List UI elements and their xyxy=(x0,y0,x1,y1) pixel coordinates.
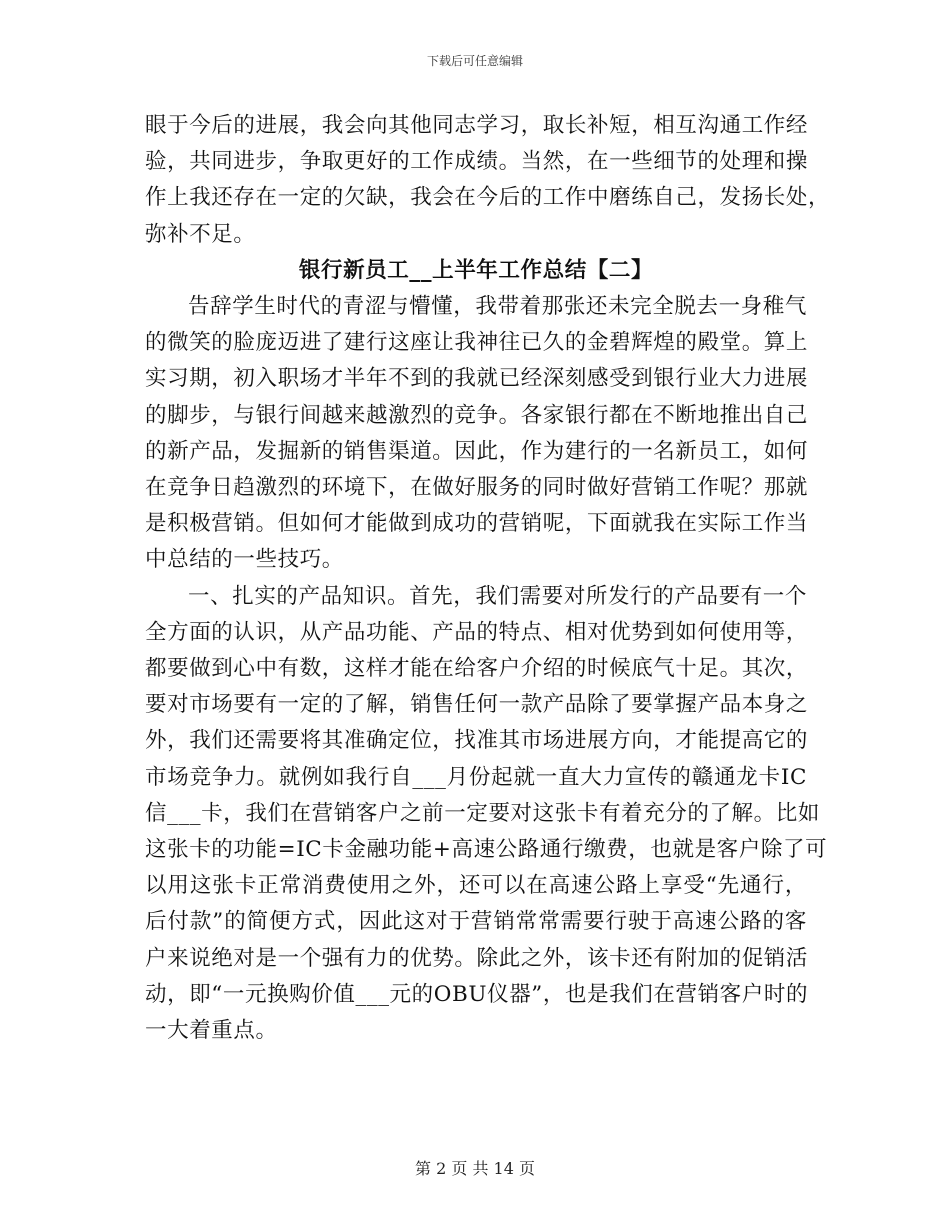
text-line: 一、扎实的产品知识。首先，我们需要对所发行的产品要有一个 xyxy=(188,583,807,609)
text-line: 户来说绝对是一个强有力的优势。除此之外，该卡还有附加的促销活 xyxy=(145,945,809,971)
text-line: 动，即“一元换购价值___元的OBU仪器”，也是我们在营销客户时的 xyxy=(145,981,809,1007)
text-line: 眼于今后的进展，我会向其他同志学习，取长补短，相互沟通工作经 xyxy=(145,113,809,138)
paragraph-continuation xyxy=(145,108,831,253)
text-line: 验，共同进步，争取更好的工作成绩。当然，在一些细节的处理和操 xyxy=(145,149,809,175)
text-line: 的新产品，发掘新的销售渠道。因此，作为建行的一名新员工，如何 xyxy=(145,438,809,464)
text-line: 告辞学生时代的青涩与懵懂，我带着那张还未完全脱去一身稚气 xyxy=(188,294,807,320)
text-line: 以用这张卡正常消费使用之外，还可以在高速公路上享受“先通行， xyxy=(145,873,807,899)
text-line: 市场竞争力。就例如我行自___月份起就一直大力宣传的赣通龙卡IC xyxy=(145,764,807,790)
page-footer: 第 2 页 共 14 页 xyxy=(415,1159,535,1178)
text-line: 弥补不足。 xyxy=(145,221,256,247)
text-line: 外，我们还需要将其准确定位，找准其市场进展方向，才能提高它的 xyxy=(145,728,809,754)
document-body xyxy=(145,108,831,1049)
text-line: 都要做到心中有数，这样才能在给客户介绍的时候底气十足。其次， xyxy=(145,656,809,682)
text-line: 一大着重点。 xyxy=(145,1018,278,1044)
text-line: 是积极营销。但如何才能做到成功的营销呢，下面就我在实际工作当 xyxy=(145,511,809,537)
paragraph-product-knowledge xyxy=(145,579,828,1050)
text-line: 的脚步，与银行间越来越激烈的竞争。各家银行都在不断地推出自己 xyxy=(145,402,809,428)
section-title: 银行新员工__上半年工作总结【二】 xyxy=(298,257,654,283)
text-line: 作上我还存在一定的欠缺，我会在今后的工作中磨练自己，发扬长处， xyxy=(145,185,831,211)
text-line: 的微笑的脸庞迈进了建行这座让我神往已久的金碧辉煌的殿堂。算上 xyxy=(145,330,809,356)
text-line: 中总结的一些技巧。 xyxy=(145,547,344,573)
paragraph-intro xyxy=(145,289,807,579)
text-line: 信___卡，我们在营销客户之前一定要对这张卡有着充分的了解。比如 xyxy=(145,800,820,826)
page-header: 下载后可任意编辑 xyxy=(426,54,523,68)
text-line: 这张卡的功能=IC卡金融功能+高速公路通行缴费，也就是客户除了可 xyxy=(145,837,828,863)
text-line: 要对市场要有一定的了解，销售任何一款产品除了要掌握产品本身之 xyxy=(145,692,809,718)
text-line: 后付款”的简便方式，因此这对于营销常常需要行驶于高速公路的客 xyxy=(145,909,807,935)
text-line: 实习期，初入职场才半年不到的我就已经深刻感受到银行业大力进展 xyxy=(145,366,809,392)
text-line: 在竞争日趋激烈的环境下，在做好服务的同时做好营销工作呢？那就 xyxy=(145,475,809,501)
text-line: 全方面的认识，从产品功能、产品的特点、相对优势到如何使用等， xyxy=(145,619,809,645)
